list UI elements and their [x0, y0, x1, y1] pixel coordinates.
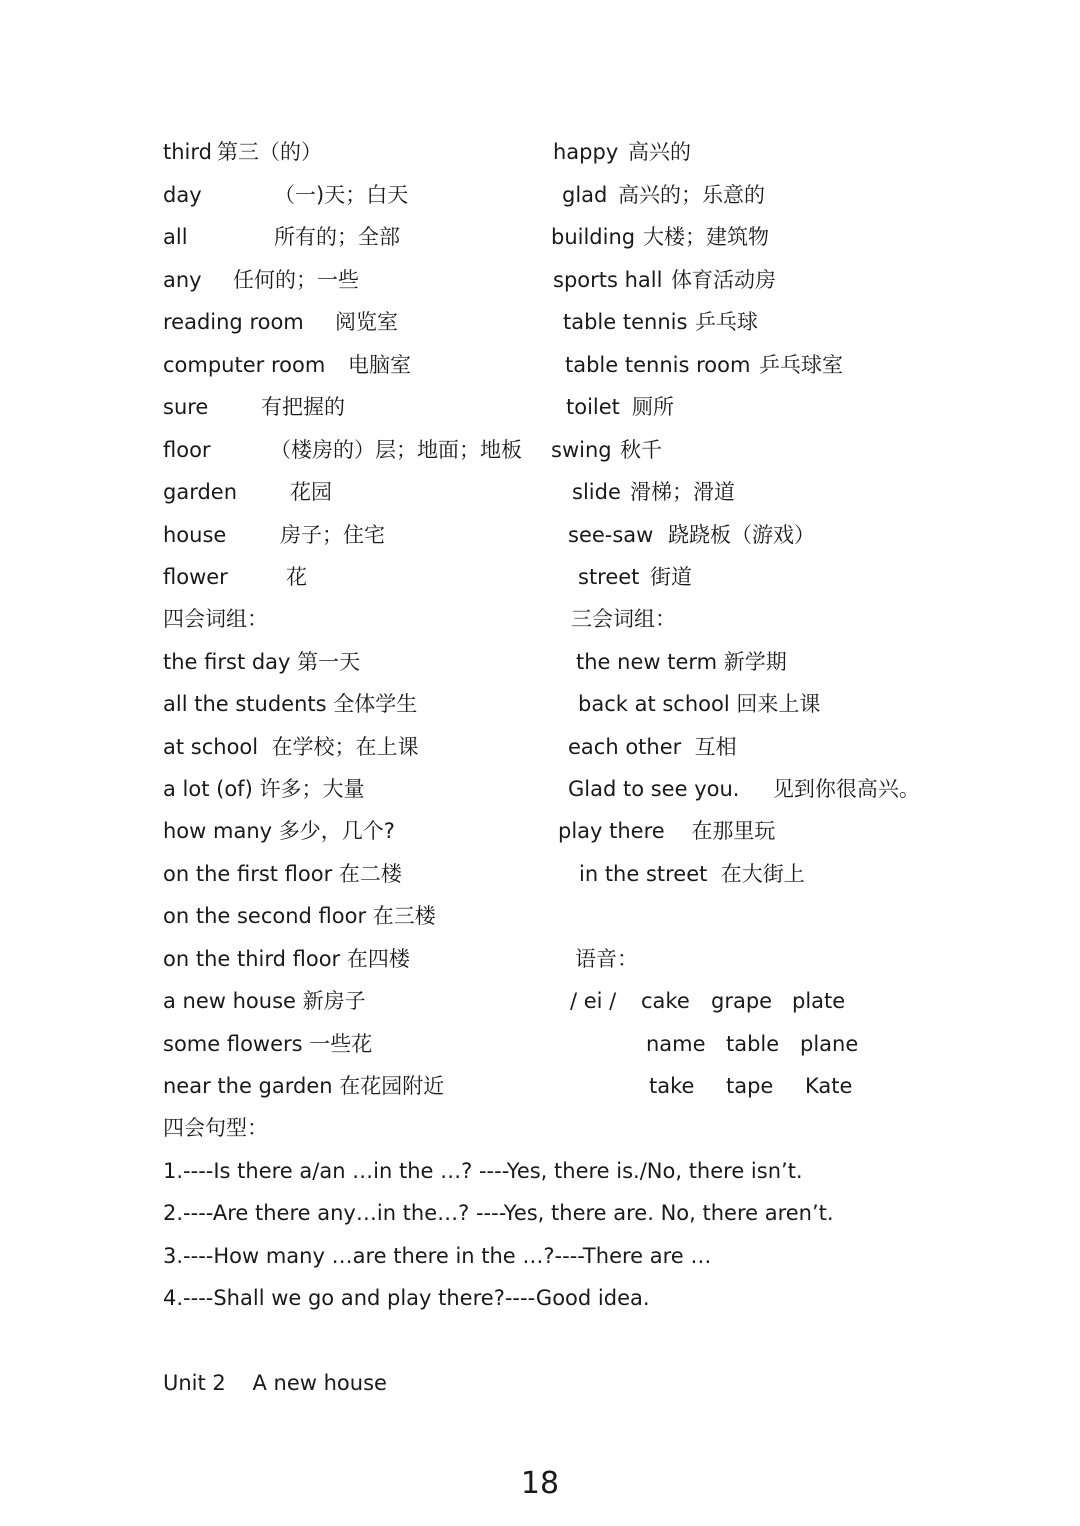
vocab-zh: 所有的；全部 — [274, 225, 400, 249]
vocab-en: slide — [572, 480, 621, 504]
vocab-en: day — [163, 183, 202, 207]
vocab-zh: 大楼；建筑物 — [643, 225, 769, 249]
phrase-item: on the first floor 在二楼 — [163, 862, 402, 886]
phonics-word: grape — [711, 989, 773, 1013]
phonics-word: cake — [641, 989, 690, 1013]
vocab-en: see-saw — [568, 523, 654, 547]
vocab-en: street — [578, 565, 640, 589]
vocab-zh: 有把握的 — [261, 395, 345, 419]
vocab-en: floor — [163, 438, 211, 462]
vocab-zh: 花园 — [290, 480, 332, 504]
vocab-zh: 秋千 — [620, 438, 662, 462]
phrase-item: the new term 新学期 — [576, 650, 787, 674]
unit-title: Unit 2 A new house — [163, 1371, 387, 1395]
phrase-item: in the street 在大街上 — [579, 862, 805, 886]
vocab-en: sure — [163, 395, 209, 419]
sentence-item: 1.----Is there a/an …in the …? ----Yes, there is./No, there isn’t. — [163, 1159, 803, 1183]
vocab-zh: （一)天；白天 — [274, 183, 409, 207]
vocab-en: any — [163, 268, 202, 292]
vocab-en: toilet — [566, 395, 620, 419]
vocab-zh: 滑梯；滑道 — [630, 480, 735, 504]
phonics-heading: 语音： — [575, 947, 638, 971]
phrases-left-heading: 四会词组： — [163, 607, 268, 631]
page-number: 18 — [520, 1466, 560, 1501]
vocab-zh: 体育活动房 — [671, 268, 776, 292]
sentence-item: 4.----Shall we go and play there?----Good idea. — [163, 1286, 650, 1310]
phrase-item: play there 在那里玩 — [558, 819, 776, 843]
phrase-item: back at school 回来上课 — [578, 692, 821, 716]
vocab-zh: 阅览室 — [335, 310, 398, 334]
vocab-zh: 房子；住宅 — [280, 523, 385, 547]
sentence-item: 3.----How many …are there in the …?----There are … — [163, 1244, 712, 1268]
phrase-item: a new house 新房子 — [163, 989, 366, 1013]
phonics-word: take — [649, 1074, 695, 1098]
phrase-item: each other 互相 — [568, 735, 737, 759]
phonics-word: name — [646, 1032, 706, 1056]
phonics-word: plane — [800, 1032, 859, 1056]
vocab-en: third — [163, 140, 212, 164]
vocab-en: glad — [562, 183, 608, 207]
vocab-en: computer room — [163, 353, 326, 377]
phrase-item: some flowers 一些花 — [163, 1032, 373, 1056]
sentences-heading: 四会句型： — [163, 1116, 268, 1140]
vocab-zh: 任何的；一些 — [233, 268, 359, 292]
vocab-zh: 花 — [286, 565, 307, 589]
phrase-item: near the garden 在花园附近 — [163, 1074, 445, 1098]
phrase-item: at school 在学校；在上课 — [163, 735, 419, 759]
vocab-en: sports hall — [553, 268, 663, 292]
phrase-item: a lot (of) 许多；大量 — [163, 777, 365, 801]
vocab-en: happy — [553, 140, 619, 164]
vocab-en: flower — [163, 565, 228, 589]
phonics-word: table — [726, 1032, 780, 1056]
phonics-label: / ei / — [570, 989, 617, 1013]
vocab-en: table tennis room — [565, 353, 751, 377]
phrase-item: on the third floor 在四楼 — [163, 947, 410, 971]
vocab-en: all — [163, 225, 188, 249]
vocab-zh: （楼房的）层；地面；地板 — [270, 438, 522, 462]
vocab-zh: 第三（的） — [217, 140, 322, 164]
vocab-en: swing — [551, 438, 612, 462]
vocab-en: house — [163, 523, 227, 547]
phonics-word: Kate — [805, 1074, 853, 1098]
phrase-item: the first day 第一天 — [163, 650, 361, 674]
vocab-zh: 跷跷板（游戏） — [668, 523, 815, 547]
phrases-right-heading: 三会词组： — [571, 607, 676, 631]
sentence-item: 2.----Are there any…in the…? ----Yes, there are. No, there aren’t. — [163, 1201, 834, 1225]
phrase-item: how many 多少，几个? — [163, 819, 395, 843]
vocab-zh: 高兴的 — [628, 140, 691, 164]
phonics-word: tape — [726, 1074, 774, 1098]
vocab-en: reading room — [163, 310, 304, 334]
vocab-zh: 街道 — [650, 565, 692, 589]
vocab-en: table tennis — [563, 310, 688, 334]
vocab-zh: 乒乓球 — [695, 310, 758, 334]
phonics-word: plate — [792, 989, 846, 1013]
phrase-item: Glad to see you. 见到你很高兴。 — [568, 777, 920, 801]
vocab-zh: 电脑室 — [348, 353, 411, 377]
vocab-en: building — [551, 225, 636, 249]
vocab-zh: 乒乓球室 — [759, 353, 843, 377]
phrase-item: on the second floor 在三楼 — [163, 904, 436, 928]
vocab-zh: 厕所 — [632, 395, 674, 419]
vocab-en: garden — [163, 480, 238, 504]
vocab-zh: 高兴的；乐意的 — [618, 183, 765, 207]
phrase-item: all the students 全体学生 — [163, 692, 418, 716]
